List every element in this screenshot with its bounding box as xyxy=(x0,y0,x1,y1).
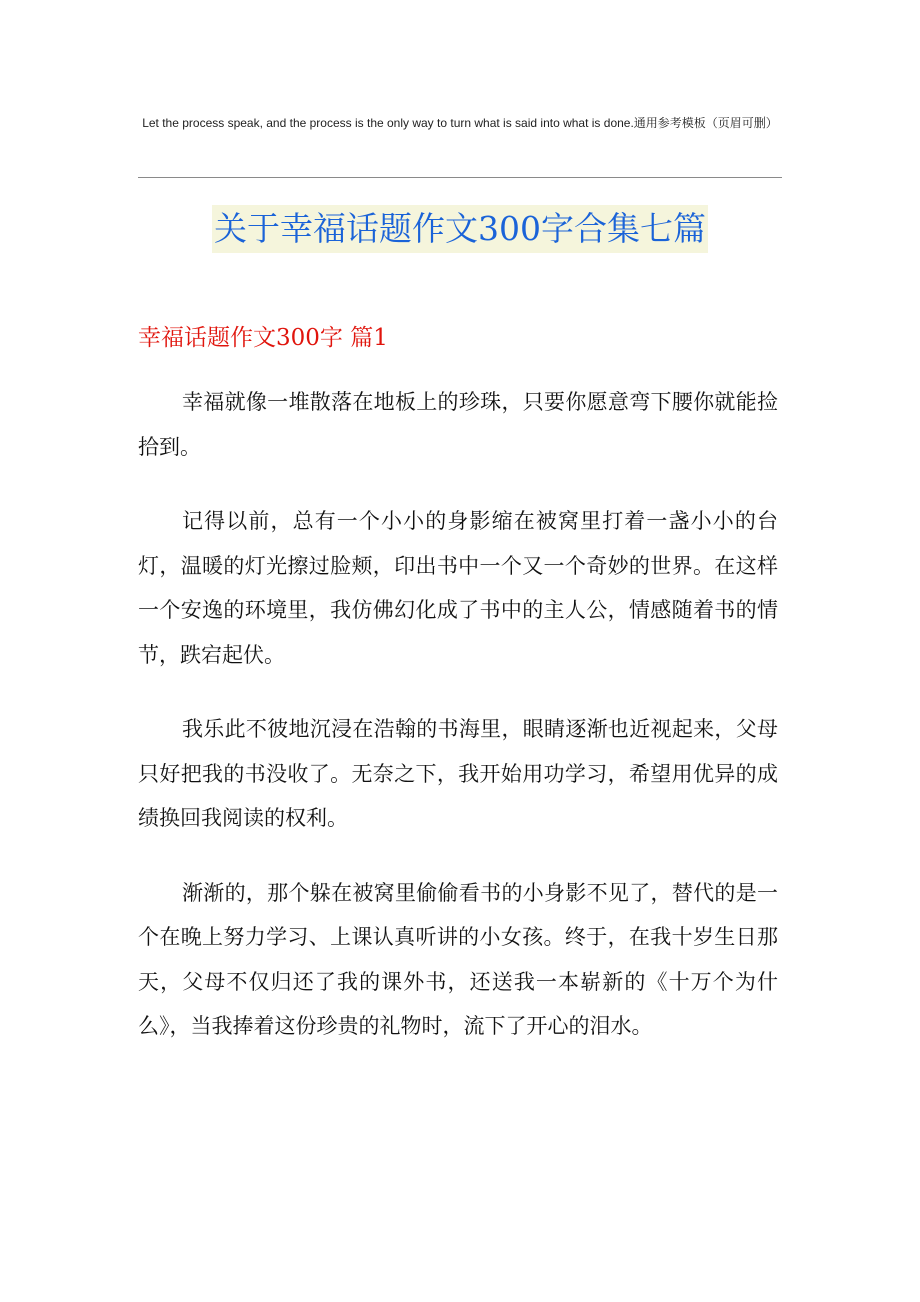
paragraph: 我乐此不彼地沉浸在浩翰的书海里，眼睛逐渐也近视起来，父母只好把我的书没收了。无奈之下，我开始用功学习，希望用优异的成绩换回我阅读的权利。 xyxy=(138,717,778,830)
document-title: 关于幸福话题作文300字合集七篇 xyxy=(212,205,708,253)
paragraph: 记得以前，总有一个小小的身影缩在被窝里打着一盏小小的台灯，温暖的灯光擦过脸颊，印出书中一个又一个奇妙的世界。在这样一个安逸的环境里，我仿佛幻化成了书中的主人公，情感随着书的情节，跌宕起伏。 xyxy=(138,509,778,667)
title-container xyxy=(0,205,920,253)
paragraph: 渐渐的，那个躲在被窝里偷偷看书的小身影不见了，替代的是一个在晚上努力学习、上课认真听讲的小女孩。终于，在我十岁生日那天，父母不仅归还了我的课外书，还送我一本崭新的《十万个为什么》，当我捧着这份珍贵的礼物时，流下了开心的泪水。 xyxy=(138,880,778,1038)
paragraph: 幸福就像一堆散落在地板上的珍珠，只要你愿意弯下腰你就能捡拾到。 xyxy=(138,390,778,459)
section-body xyxy=(138,380,778,1079)
page-header-text: Let the process speak, and the process is the only way to turn what is said into what is done.通用参考模板（页眉可删） xyxy=(142,116,778,130)
header-divider xyxy=(138,177,782,178)
section-heading: 幸福话题作文300字 篇1 xyxy=(138,325,388,351)
